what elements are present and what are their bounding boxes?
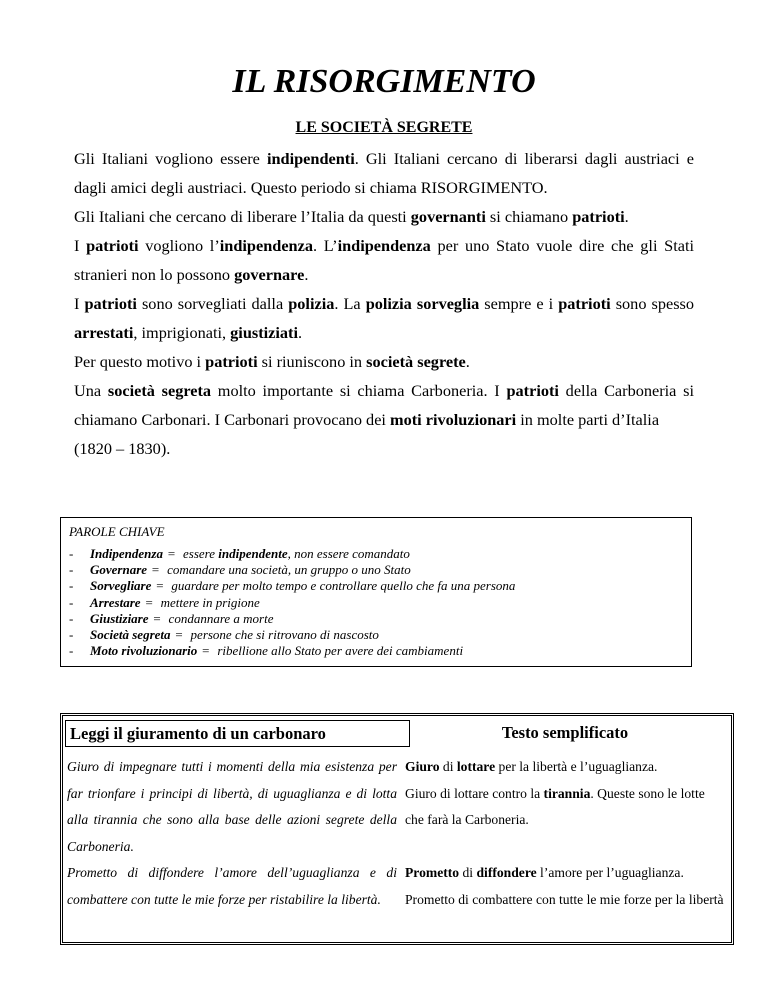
- keyword-definition: comandare una società, un gruppo o uno Stato: [167, 562, 411, 578]
- keyword-definition: guardare per molto tempo e controllare quello che fa una persona: [171, 578, 516, 594]
- bold-term: Giuro: [405, 759, 440, 774]
- oath-simplified-paragraph-2: [405, 781, 727, 834]
- paragraph-7: (1820 – 1830).: [74, 439, 171, 458]
- keyword-item: [69, 546, 681, 562]
- text-span: in molte parti d’Italia: [516, 410, 660, 429]
- oath-simplified-column: [405, 716, 731, 942]
- bold-term: patrioti: [84, 294, 137, 313]
- bold-term: moti rivoluzionari: [390, 410, 517, 429]
- text-span: sono sorvegliati dalla: [136, 294, 289, 313]
- keyword-definition: , non essere comandato: [287, 546, 410, 561]
- keyword-item: [69, 643, 681, 659]
- text-span: Per questo motivo i: [74, 352, 206, 371]
- text-span: per la libertà e l’uguaglianza.: [495, 759, 658, 774]
- text-span: . Queste sono le lotte che farà la Carboneria.: [405, 785, 705, 827]
- bold-term: arrestati: [74, 323, 134, 342]
- oath-table: [60, 713, 734, 945]
- keywords-title: PAROLE CHIAVE: [69, 524, 165, 539]
- equals-sign: =: [155, 578, 165, 594]
- text-span: si chiamano: [485, 207, 573, 226]
- keyword-definition: essere: [183, 546, 219, 561]
- text-span: Gli Italiani vogliono essere: [74, 149, 267, 168]
- text-span: .: [298, 323, 303, 342]
- text-span: Gli Italiani che cercano di liberare l’Italia da questi: [74, 207, 411, 226]
- text-span: sono spesso: [610, 294, 695, 313]
- dash-bullet: -: [69, 594, 74, 610]
- paragraph-4: [74, 289, 694, 347]
- text-span: molto importante si chiama Carboneria. I: [211, 381, 507, 400]
- bold-term: patrioti: [558, 294, 611, 313]
- oath-simplified-text: [405, 754, 727, 913]
- text-span: I: [74, 294, 85, 313]
- bold-term: indipendenti: [266, 149, 355, 168]
- keyword-term: Sorvegliare: [90, 578, 152, 594]
- dash-bullet: -: [69, 562, 74, 578]
- dash-bullet: -: [69, 578, 74, 594]
- spacer: [405, 834, 727, 861]
- main-text: [74, 144, 694, 463]
- keywords-box: [60, 517, 692, 667]
- dash-bullet: -: [69, 643, 74, 659]
- keyword-item: [69, 611, 681, 627]
- text-span: della Carboneria si chiamano Carbonari. I Carbonari provocano dei: [74, 381, 694, 429]
- keyword-term: Governare: [90, 562, 148, 578]
- bold-term: patrioti: [86, 236, 139, 255]
- oath-simplified-paragraph-3: [405, 860, 727, 913]
- section-title: LE SOCIETÀ SEGRETE: [295, 119, 473, 136]
- paragraph-1: [74, 144, 694, 202]
- keyword-definition: persone che si ritrovano di nascosto: [190, 627, 379, 643]
- text-span: di: [459, 865, 477, 880]
- keyword-term: Indipendenza: [90, 546, 163, 561]
- bold-term: governanti: [410, 207, 486, 226]
- equals-sign: =: [174, 627, 184, 643]
- bold-term: indipendenza: [337, 236, 431, 255]
- keyword-item: [69, 578, 681, 594]
- text-span: . La: [334, 294, 366, 313]
- keyword-definition-bold: indipendente: [218, 546, 288, 561]
- keyword-term: Arrestare: [90, 594, 141, 610]
- bold-term: tirannia: [543, 785, 591, 801]
- equals-sign: =: [152, 610, 162, 626]
- oath-simplified-header: Testo semplificato: [501, 723, 629, 742]
- paragraph-3: [74, 231, 694, 289]
- text-span: vogliono l’: [138, 236, 220, 255]
- bold-term: polizia: [288, 294, 335, 313]
- equals-sign: =: [151, 562, 160, 578]
- text-span: . Gli Italiani cercano di liberarsi dagli austriaci e dagli amici degli austriaci. Questo periodo si chiama RISORGIMENTO.: [74, 149, 695, 197]
- oath-original-paragraph-2: Prometto di diffondere l’amore dell’uguaglianza e di combattere con tutte le mie forze per ristabilire la libertà.: [67, 865, 397, 907]
- bold-term: patrioti: [506, 381, 559, 400]
- bold-term: lottare: [456, 759, 496, 774]
- oath-original-text: [67, 754, 397, 913]
- bold-term: polizia sorveglia: [365, 294, 480, 313]
- bold-term: società segreta: [107, 381, 212, 400]
- equals-sign: =: [201, 643, 211, 659]
- paragraph-5: [74, 347, 694, 376]
- keywords-list: [69, 546, 681, 659]
- text-span: per uno Stato vuole dire che gli Stati stranieri non lo possono: [74, 236, 695, 284]
- keyword-item: [69, 595, 681, 611]
- text-span: di: [439, 759, 457, 774]
- keyword-term: Moto rivoluzionario: [90, 643, 198, 659]
- dash-bullet: -: [69, 627, 74, 643]
- text-span: . L’: [312, 236, 338, 255]
- bold-term: patrioti: [572, 207, 625, 226]
- paragraph-6: [74, 376, 694, 434]
- bold-term: patrioti: [205, 352, 258, 371]
- keyword-item: [69, 627, 681, 643]
- dash-bullet: -: [69, 546, 74, 561]
- text-span: I: [74, 236, 87, 255]
- oath-simplified-paragraph-1: [405, 754, 727, 781]
- keyword-definition: ribellione allo Stato per avere dei cambiamenti: [217, 643, 464, 659]
- bold-term: Prometto: [405, 865, 460, 880]
- text-span: si riuniscono in: [257, 352, 367, 371]
- keyword-term: Società segreta: [90, 627, 171, 643]
- oath-original-header: Leggi il giuramento di un carbonaro: [65, 720, 410, 747]
- paragraph-2: [74, 202, 694, 231]
- bold-term: giustiziati: [230, 323, 298, 342]
- dash-bullet: -: [69, 610, 74, 626]
- keyword-definition: condannare a morte: [168, 610, 274, 626]
- equals-sign: =: [166, 546, 176, 561]
- text-span: , imprigionati,: [133, 323, 231, 342]
- bold-term: governare: [234, 265, 305, 284]
- text-span: .: [465, 352, 470, 371]
- oath-original-paragraph-1: Giuro di impegnare tutti i momenti della mia esistenza per far trionfare i principi di libertà, di uguaglianza e di lotta alla tirannia che sono alla base delle azioni segrete della Carboneria.: [67, 759, 397, 854]
- bold-term: società segrete: [366, 352, 466, 371]
- text-span: .: [624, 207, 629, 226]
- keyword-definition: mettere in prigione: [160, 594, 260, 610]
- text-span: .: [304, 265, 309, 284]
- keyword-item: [69, 562, 681, 578]
- text-span: sempre e i: [479, 294, 559, 313]
- equals-sign: =: [144, 594, 154, 610]
- bold-term: indipendenza: [219, 236, 313, 255]
- text-span: Giuro di lottare contro la: [405, 785, 544, 801]
- oath-original-column: [67, 716, 403, 942]
- page-title: IL RISORGIMENTO: [232, 63, 536, 100]
- bold-term: diffondere: [476, 865, 537, 880]
- text-span: l’amore per l’uguaglianza. Prometto di combattere con tutte le mie forze per la libertà: [405, 865, 724, 907]
- keyword-term: Giustiziare: [90, 610, 149, 626]
- text-span: Una: [74, 381, 108, 400]
